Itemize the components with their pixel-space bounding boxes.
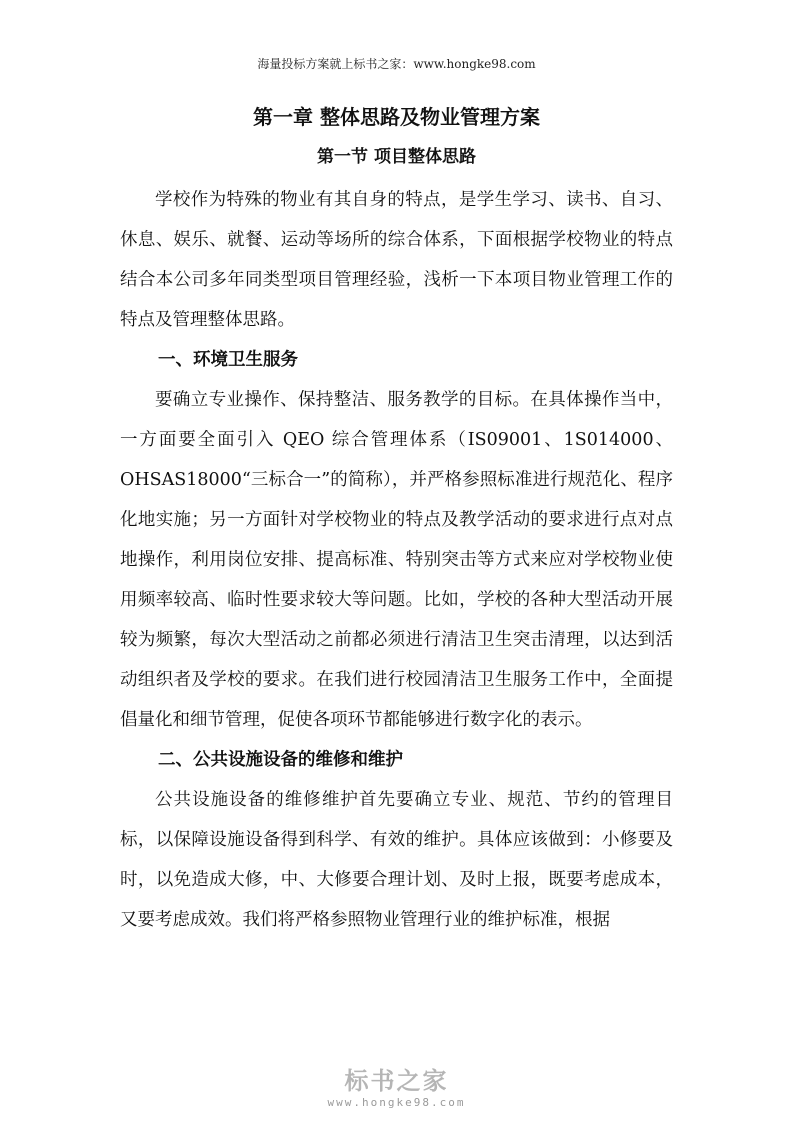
document-body [120,180,673,940]
paragraph-environment-hygiene: 要确立专业操作、保持整洁、服务教学的目标。在具体操作当中，一方面要全面引入 QEO 综合管理体系（IS09001、1S014000、OHSAS18000“三标合一”的简称），并严格参照标准进行规范化、程序化地实施；另一方面针对学校物业的特点及教学活动的要求进行点对点地操作，利用岗位安排、提高标准、特别突击等方式来应对学校物业使用频率较高、临时性要求较大等问题。比如，学校的各种大型活动开展较为频繁，每次大型活动之前都必须进行清洁卫生突击清理，以达到活动组织者及学校的要求。在我们进行校园清洁卫生服务工作中，全面提倡量化和细节管理，促使各项环节都能够进行数字化的表示。 [120,390,673,730]
intro-paragraph: 学校作为特殊的物业有其自身的特点，是学生学习、读书、自习、休息、娱乐、就餐、运动等场所的综合体系，下面根据学校物业的特点结合本公司多年同类型项目管理经验，浅析一下本项目物业管理工作的特点及管理整体思路。 [120,190,673,330]
footer-brand: 标书之家 [344,1067,449,1095]
heading-facility-maintenance: 二、公共设施设备的维修和维护 [158,750,403,770]
chapter-title: 第一章 整体思路及物业管理方案 [253,105,540,129]
heading-environment-hygiene: 一、环境卫生服务 [158,350,298,370]
footer-logo [0,1066,793,1110]
section-title: 第一节 项目整体思路 [317,147,476,167]
header-note: 海量投标方案就上标书之家：www.hongke98.com [257,57,536,71]
paragraph-facility-maintenance: 公共设施设备的维修维护首先要确立专业、规范、节约的管理目标，以保障设施设备得到科学、有效的维护。具体应该做到：小修要及时，以免造成大修，中、大修要合理计划、及时上报，既要考虑成本，又要考虑成效。我们将严格参照物业管理行业的维护标准，根据 [120,790,673,930]
footer-url: www.hongke98.com [327,1096,466,1109]
